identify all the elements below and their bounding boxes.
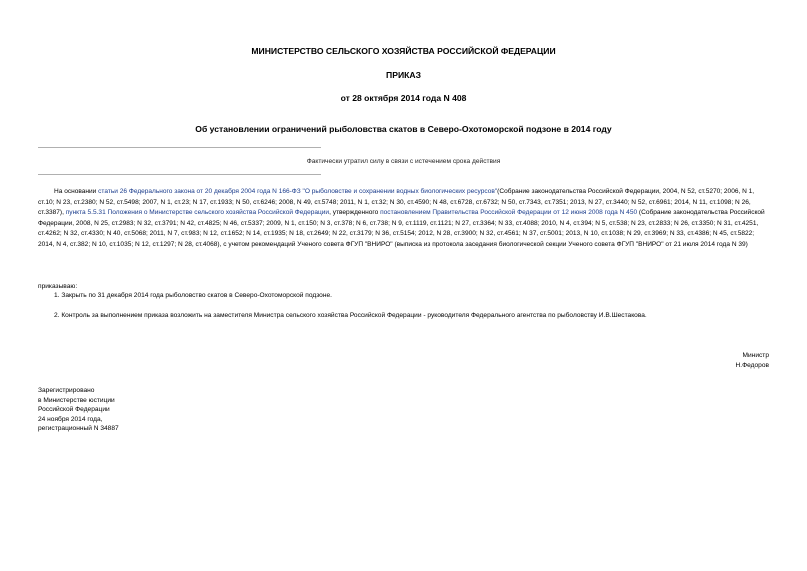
divider-bottom (38, 174, 321, 175)
registration-block (38, 386, 119, 434)
order-item-1: 1. Закрыть по 31 декабря 2014 года рыболовство скатов в Северо-Охотоморской подзоне. (54, 292, 332, 299)
preamble-text-3: , утвержденного (329, 209, 381, 216)
registration-line: 24 ноября 2014 года, (38, 415, 103, 423)
registration-line: в Министерстве юстиции (38, 396, 115, 404)
preamble-paragraph (38, 187, 770, 250)
registration-line: Зарегистрировано (38, 387, 95, 394)
signatory-name: Н.Федоров (735, 362, 769, 369)
document-title: Об установлении ограничений рыболовства скатов в Северо-Охотоморской подзоне в 2014 году (195, 124, 612, 134)
order-item-2: 2. Контроль за выполнением приказа возложить на заместителя Министра сельского хозяйства Российской Федерации - руководителя Федерального агентства по рыболовству И.В.Шестакова. (54, 312, 647, 319)
government-decree-link[interactable]: постановлением Правительства Российской Федерации от 12 июня 2008 года N 450 (380, 209, 638, 216)
signatory-position: Министр (742, 352, 769, 359)
preamble-text-1: На основании (54, 188, 99, 195)
registration-line: Российской Федерации (38, 406, 110, 414)
status-note: Фактически утратил силу в связи с истечением срока действия (306, 158, 501, 165)
preamble-text-2: (Собрание законодательства Российской Федерации, 2004, N 52, ст.5270; 2006, N 1, ст.10; N 23, ст.2380; N 52, ст.5498; 2007, N 1, ст.23; N 17, ст.1933; N 50, ст.6246; 2008, N 49, ст.5748; 2011, N 1, ст.32; N 30, ст.4590; N 48, ст.6728, ст.6732; N 50, ст.7343, ст.7351; 2013, N 27, ст.3440; N 52, ст.6961; 2014, N 11, ст.1098; N 26, ст.3387), (38, 188, 755, 216)
preamble-text-4: (Собрание законодательства Российской Федерации, 2008, N 25, ст.2983; N 32, ст.3791; N 42, ст.4825; N 46, ст.5337; 2009, N 1, ст.150; N 3, ст.378; N 6, ст.738; N 9, ст.1119, ст.1121; N 27, ст.3364; N 33, ст.4088; 2010, N 4, ст.394; N 5, ст.538; N 23, ст.2833; N 26, ст.3350; N 31, ст.4251, ст.4262; N 32, ст.4330; N 40, ст.5068; 2011, N 7, ст.983; N 12, ст.1652; N 14, ст.1935; N 18, ст.2649; N 22, ст.3179; N 36, ст.5154; 2012, N 28, ст.3900; N 32, ст.4561; N 37, ст.5001; 2013, N 10, ст.1038; N 29, ст.3969; N 33, ст.4386; N 45, ст.5822; 2014, N 4, ст.382; N 10, ст.1035; N 12, ст.1297; N 28, ст.4068), с учетом рекомендаций Ученого совета ФГУП "ВНИРО" (выписка из протокола заседания биологической секции Ученого совета ФГУП "ВНИРО" от 21 июля 2014 года N 39) (38, 209, 765, 248)
law-link[interactable]: статьи 26 Федерального закона от 20 декабря 2004 года N 166-ФЗ "О рыболовстве и сохранении водных биологических ресурсов" (98, 188, 498, 195)
document-date-number: от 28 октября 2014 года N 408 (340, 93, 467, 103)
ministry-heading: МИНИСТЕРСТВО СЕЛЬСКОГО ХОЗЯЙСТВА РОССИЙСКОЙ ФЕДЕРАЦИИ (251, 46, 556, 56)
divider-top (38, 147, 321, 148)
regulation-link[interactable]: пункта 5.5.31 Положения о Министерстве сельского хозяйства Российской Федерации (65, 209, 330, 216)
order-word: приказываю: (38, 283, 78, 290)
document-type: ПРИКАЗ (386, 70, 421, 80)
registration-line: регистрационный N 34887 (38, 425, 119, 433)
